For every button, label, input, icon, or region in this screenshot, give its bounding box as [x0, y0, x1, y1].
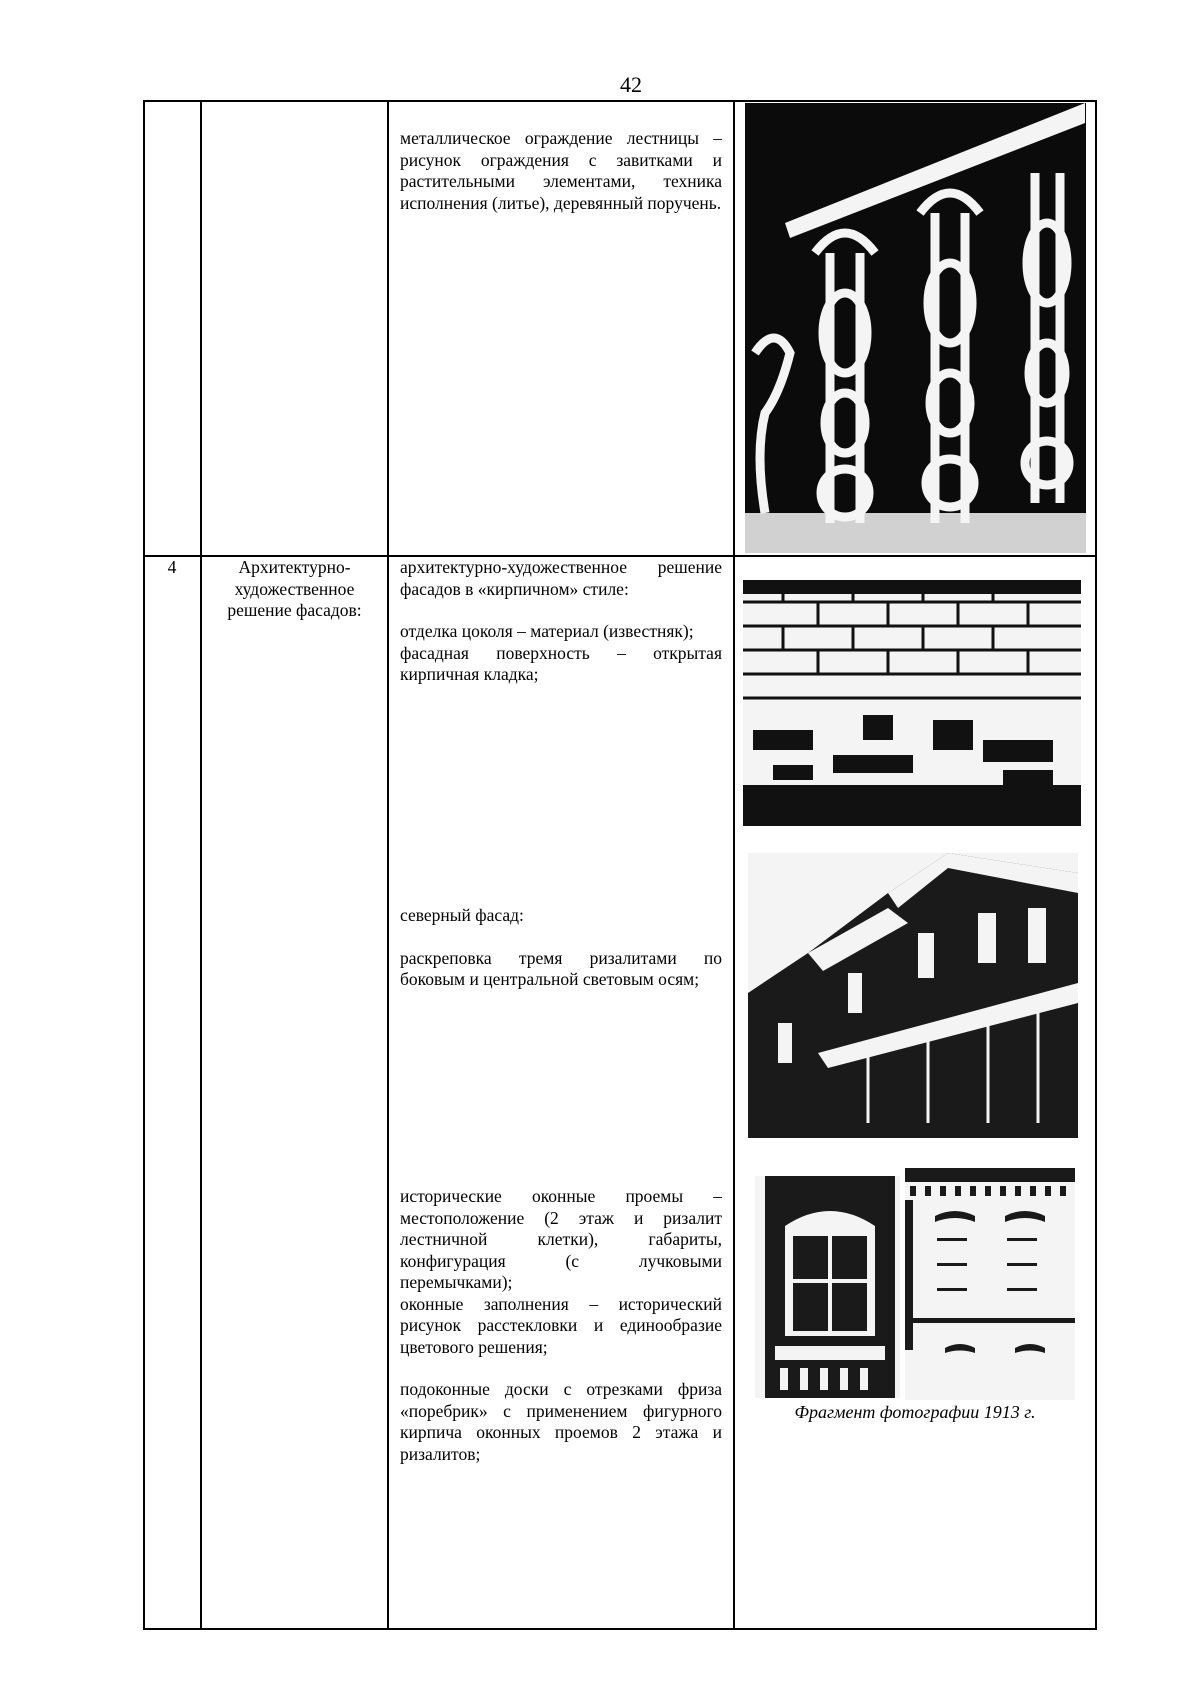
row1-description-text: металлическое ограждение лестницы – рисунок ограждения с завитками и растительными элементами, техника исполнения (литье), деревянный поручень. — [400, 128, 722, 213]
row2-plinth-text: отделка цоколя – материал (известняк); — [400, 621, 694, 641]
row2-description-top — [400, 557, 722, 686]
row2-name: Архитектурно-художественное решение фасадов: — [227, 557, 362, 620]
col-divider-2 — [387, 100, 389, 1630]
row2-number: 4 — [167, 557, 177, 577]
row2-risalits-text: раскреповка тремя ризалитами по боковым и центральной световым осям; — [400, 947, 722, 989]
historic-photo-illustration — [905, 1168, 1075, 1400]
col-divider-3 — [733, 100, 735, 1630]
table-top-border — [143, 100, 1097, 102]
facade-illustration — [748, 853, 1078, 1138]
row2-window-fill-text: оконные заполнения – исторический рисунок расстекловки и единообразие цветового решения; — [400, 1293, 722, 1357]
row2-style-text: архитектурно-художественное решение фасадов в «кирпичном» стиле: — [400, 557, 722, 599]
row2-windows-text: исторические оконные проемы – местоположение (2 этаж и ризалит лестничной клетки), габариты, конфигурация (с лучковыми перемычками); — [400, 1186, 722, 1292]
railing-photo — [745, 103, 1086, 553]
brick-plinth-photo — [743, 580, 1081, 826]
photo-caption: Фрагмент фотографии 1913 г. — [794, 1402, 1036, 1422]
railing-illustration — [745, 103, 1086, 553]
table-left-border — [143, 100, 145, 1630]
row2-description-bottom — [400, 1186, 722, 1465]
page-number: 42 — [620, 72, 642, 97]
row2-description-mid — [400, 905, 722, 991]
col-divider-1 — [200, 100, 202, 1630]
row2-surface-text: фасадная поверхность – открытая кирпичная кладка; — [400, 642, 722, 684]
row2-sills-text: подоконные доски с отрезками фриза «поребрик» с применением фигурного кирпича оконных проемов 2 этажа и ризалитов; — [400, 1379, 722, 1464]
row1-description — [400, 128, 722, 214]
table-bottom-border — [143, 1628, 1097, 1630]
window-closeup-illustration — [755, 1176, 900, 1398]
brick-illustration — [743, 580, 1081, 826]
historic-1913-photo — [905, 1168, 1075, 1400]
window-closeup-photo — [755, 1176, 900, 1398]
row2-north-facade-text: северный фасад: — [400, 905, 524, 925]
table-right-border — [1095, 100, 1097, 1630]
north-facade-photo — [748, 853, 1078, 1138]
